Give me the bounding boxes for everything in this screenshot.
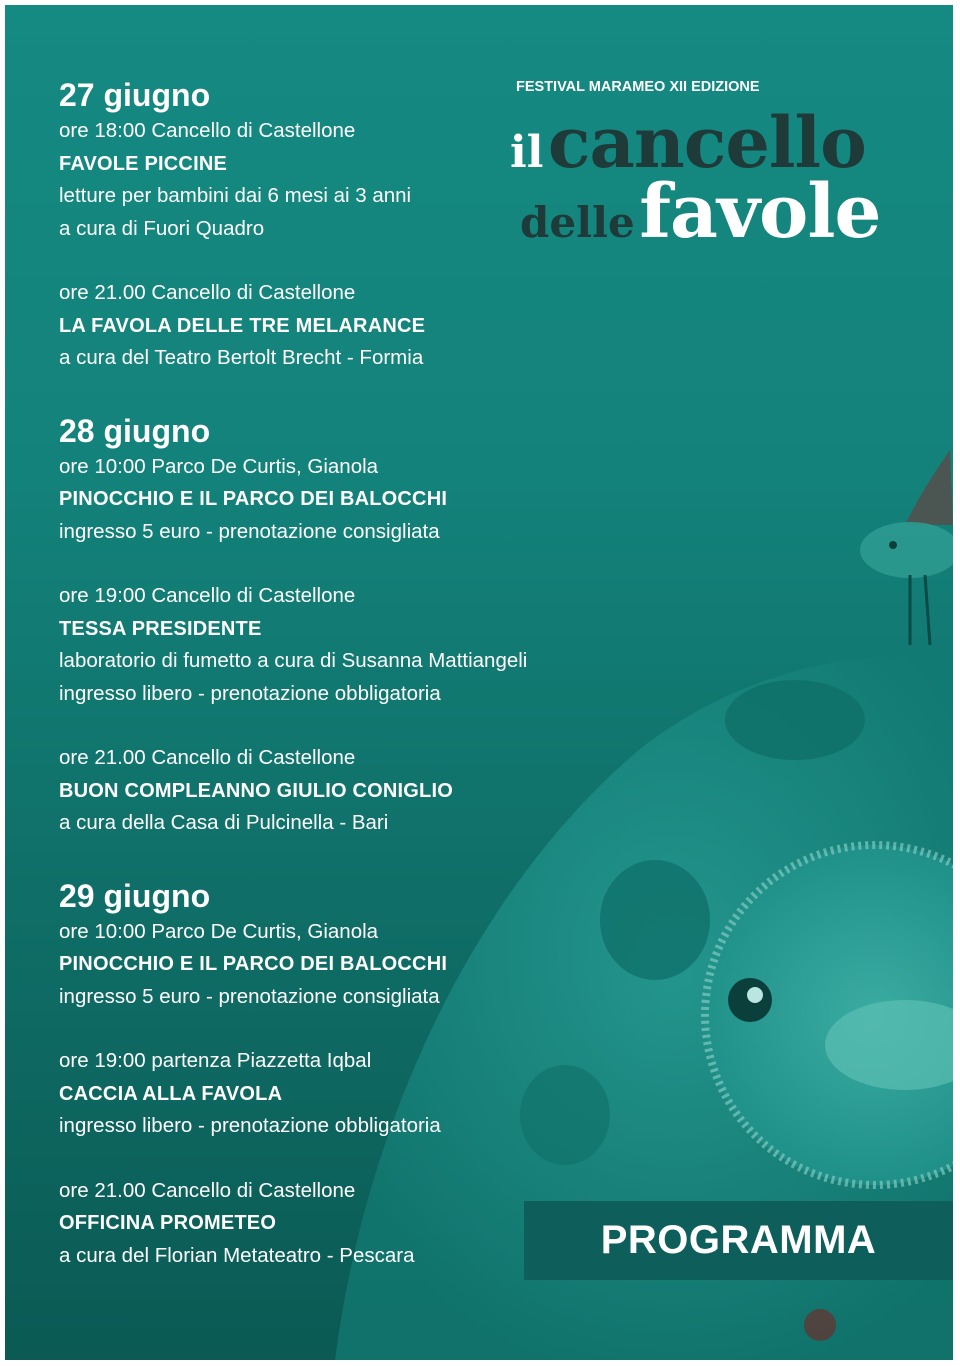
event-detail: a cura del Teatro Bertolt Brecht - Formia — [59, 346, 424, 369]
decoration-dot — [804, 1309, 836, 1341]
event-detail: a cura del Florian Metateatro - Pescara — [59, 1243, 415, 1267]
day-block — [59, 411, 619, 840]
event-title: FAVOLE PICCINE — [59, 152, 228, 175]
event — [59, 916, 619, 1014]
festival-edition: FESTIVAL MARAMEO XII EDIZIONE — [516, 79, 760, 95]
event-time-place: ore 21.00 Cancello di Castellone — [59, 281, 356, 304]
logo-word-il: il — [510, 127, 544, 178]
event-detail: a cura della Casa di Pulcinella - Bari — [59, 811, 389, 834]
logo-word-favole: favole — [639, 169, 881, 255]
logo-word-delle: delle — [520, 198, 635, 247]
event-detail: a cura di Fuori Quadro — [59, 216, 265, 240]
program-list — [59, 75, 619, 1308]
day-title: 29 giugno — [59, 877, 211, 914]
event-title: BUON COMPLEANNO GIULIO CONIGLIO — [59, 779, 453, 802]
event-title: OFFICINA PROMETEO — [59, 1212, 277, 1234]
event-detail: ingresso 5 euro - prenotazione consigliata — [59, 519, 440, 543]
event — [59, 451, 619, 549]
event-time-place: ore 19:00 Cancello di Castellone — [59, 584, 356, 607]
event-time-place: ore 21.00 Cancello di Castellone — [59, 746, 356, 769]
event-title: CACCIA ALLA FAVOLA — [59, 1082, 283, 1105]
event-title: TESSA PRESIDENTE — [59, 617, 262, 640]
puppet-eye-shine — [747, 987, 763, 1003]
event-detail: ingresso libero - prenotazione obbligatoria — [59, 681, 441, 705]
event-time-place: ore 10:00 Parco De Curtis, Gianola — [59, 919, 379, 943]
bird-legs — [910, 575, 930, 645]
event — [59, 742, 619, 840]
bird-tail — [905, 450, 953, 525]
bird-eye — [889, 541, 897, 549]
programma-banner — [524, 1201, 953, 1280]
event-title: LA FAVOLA DELLE TRE MELARANCE — [59, 314, 426, 337]
programma-label: PROGRAMMA — [600, 1218, 877, 1262]
event — [59, 580, 619, 710]
event-detail: ingresso libero - prenotazione obbligatoria — [59, 1114, 441, 1137]
event-time-place: ore 18:00 Cancello di Castellone — [59, 119, 356, 142]
day-block — [59, 75, 619, 375]
event-title: PINOCCHIO E IL PARCO DEI BALOCCHI — [59, 953, 448, 975]
event-time-place: ore 21.00 Cancello di Castellone — [59, 1178, 356, 1202]
event-detail: ingresso 5 euro - prenotazione consigliata — [59, 984, 440, 1008]
event — [59, 277, 619, 375]
event — [59, 115, 619, 245]
day-title: 27 giugno — [59, 77, 211, 113]
logo-word-cancello: cancello — [547, 101, 866, 184]
event — [59, 1045, 619, 1143]
event-detail: laboratorio di fumetto a cura di Susanna Mattiangeli — [59, 649, 528, 672]
event-detail: letture per bambini dai 6 mesi ai 3 anni — [59, 184, 412, 207]
poster — [5, 5, 953, 1360]
bird-body — [860, 522, 953, 578]
puppet-spot — [725, 680, 865, 760]
day-title: 28 giugno — [59, 412, 211, 449]
event-time-place: ore 19:00 partenza Piazzetta Iqbal — [59, 1049, 372, 1072]
event-time-place: ore 10:00 Parco De Curtis, Gianola — [59, 454, 379, 478]
event-title: PINOCCHIO E IL PARCO DEI BALOCCHI — [59, 488, 448, 510]
